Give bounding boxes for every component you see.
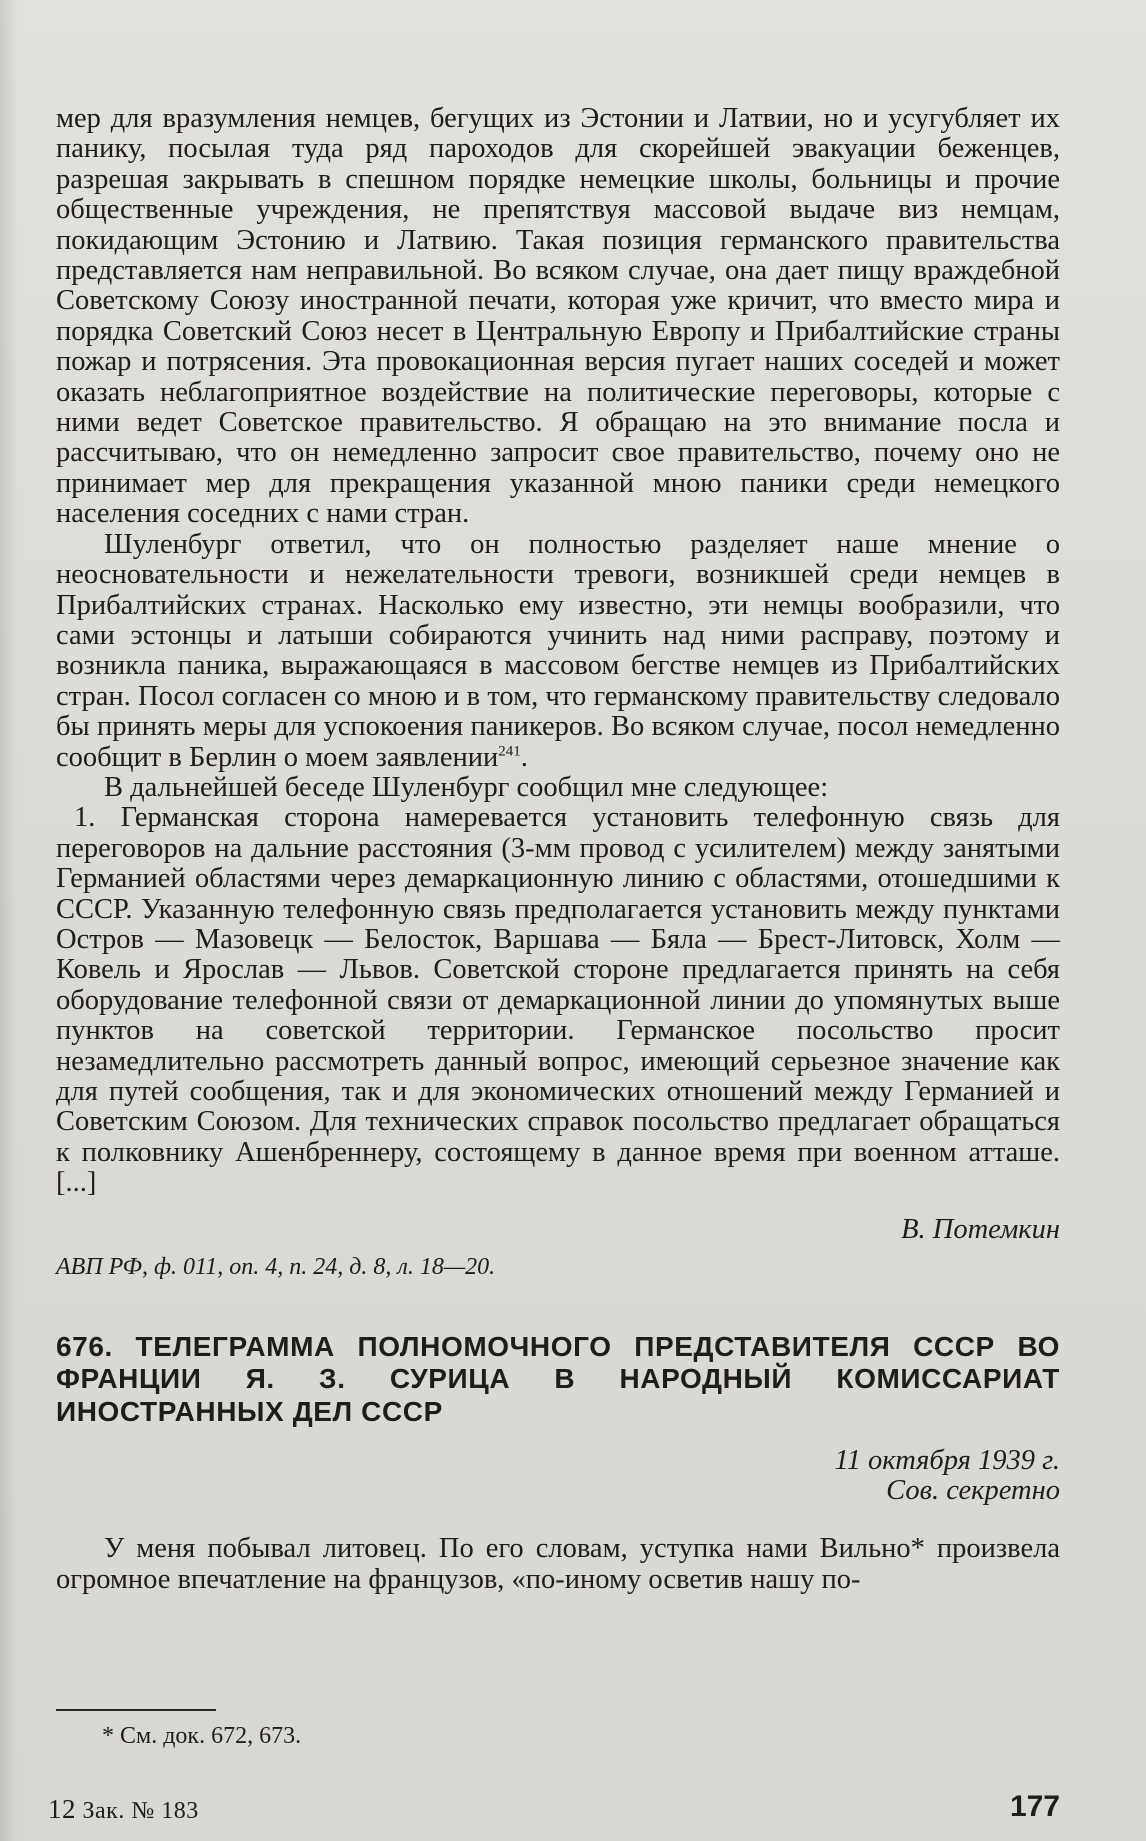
printer-signature-mark [48,1794,199,1825]
document-heading: 676. ТЕЛЕГРАММА ПОЛНОМОЧНОГО ПРЕДСТАВИТЕЛЯ СССР ВО ФРАНЦИИ Я. З. СУРИЦА В НАРОДНЫЙ КОМИССАРИАТ ИНОСТРАННЫХ ДЕЛ СССР [56,1330,1060,1427]
paragraph-continuation: мер для вразумления немцев, бегущих из Эстонии и Латвии, но и усугубляет их панику, посылая туда ряд пароходов для скорейшей эвакуации беженцев, разрешая закрывать в спешном порядке немецкие школы, больницы и прочие общественные учреждения, не препятствуя массовой выдаче виз немцам, покидающим Эстонию и Латвию. Такая позиция германского правительства представляется нам неправильной. Во всяком случае, она дает пищу враждебной Советскому Союзу иностранной печати, которая уже кричит, что вместо мира и порядка Советский Союз несет в Центральную Европу и Прибалтийские страны пожар и потрясения. Эта провокационная версия пугает наших соседей и может оказать неблагоприятное воздействие на политические переговоры, которые с ними ведет Советское правительство. Я обращаю на это внимание посла и рассчитываю, что он немедленно запросит свое правительство, почему оно не принимает мер для прекращения указанной мною паники среди немецкого населения соседних с нами стран. [56,103,1060,530]
printer-mark-number: 12 [48,1794,76,1824]
classification-mark: Сов. секретно [886,1475,1060,1507]
document-date: 11 октября 1939 г. [834,1445,1060,1477]
paragraph-schulenburg-reply [56,530,1060,773]
paragraph-item-1: 1. Германская сторона намеревается установить телефонную связь для переговоров на дальние расстояния (3-мм провод с усилителем) между занятыми Германией областями через демаркационную линию с областями, отошедшими к СССР. Указанную телефонную связь предполагается установить между пунктами Остров — Мазовецк — Белосток, Варшава — Бяла — Брест-Литовск, Холм — Ковель и Ярослав — Львов. Советской стороне предлагается принять на себя оборудование телефонной связи от демаркационной линии до упомянутых выше пунктов на советской территории. Германское посольство просит незамедлительно рассмотреть данный вопрос, имеющий серьезное значение как для путей сообщения, так и для экономических отношений между Германией и Советским Союзом. Для технических справок посольство предлагает обращаться к полковнику Ашенбреннеру, состоящему в данное время при военном атташе. [...] [56,802,1060,1199]
paragraph-telegram-text: У меня побывал литовец. По его словам, уступка нами Вильно* произвела огромное впечатление на французов, «по-иному осветив нашу по- [56,1533,1060,1595]
paragraph-further-conversation: В дальнейшей беседе Шуленбург сообщил мне следующее: [104,771,829,803]
paragraph-schulenburg-reply-text: Шуленбург ответил, что он полностью разделяет наше мнение о неосновательности и нежелательности тревоги, возникшей среди немцев в Прибалтийских странах. Насколько ему известно, эти немцы вообразили, что сами эстонцы и латыши собираются учинить над ними расправу, поэтому и возникла паника, выражающаяся в массовом бегстве немцев из Прибалтийских стран. Посол согласен со мною и в том, что германскому правительству следовало бы принять меры для успокоения паникеров. Во всяком случае, посол немедленно сообщит в Берлин о моем заявлении [56,528,1060,773]
page-number: 177 [1009,1790,1060,1823]
footnote: * См. док. 672, 673. [102,1723,302,1749]
text-column [56,104,1060,1595]
footnote-reference-suffix: . [520,741,528,773]
archive-reference: АВП РФ, ф. 011, оп. 4, п. 24, д. 8, л. 18—20. [56,1253,496,1280]
footnote-reference: 241 [498,743,521,760]
footnote-divider [56,1709,216,1711]
scan-edge-shadow [0,0,18,1841]
signature: В. Потемкин [901,1213,1060,1245]
printer-mark-text: Зак. № 183 [82,1798,199,1824]
